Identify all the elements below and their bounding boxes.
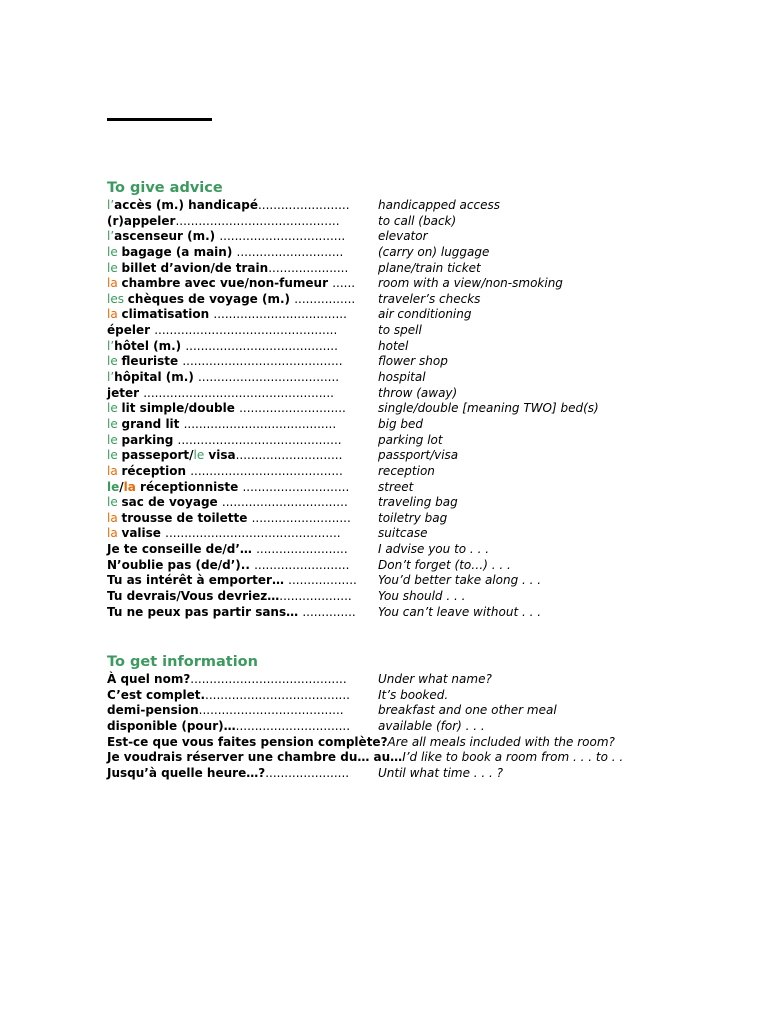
vocab-row bbox=[107, 511, 707, 527]
article-separator: / bbox=[119, 479, 124, 494]
vocab-row bbox=[107, 703, 707, 719]
english-translation: single/double [meaning TWO] bed(s) bbox=[378, 401, 599, 416]
article: la bbox=[123, 479, 136, 494]
english-translation: Don’t forget (to…) . . . bbox=[378, 557, 511, 572]
french-term: sac de voyage bbox=[121, 495, 222, 510]
french-term: jeter bbox=[107, 385, 144, 400]
french-term: accès (m.) handicapé bbox=[114, 198, 258, 212]
french-term: demi-pension bbox=[107, 703, 199, 718]
article: la bbox=[107, 276, 122, 291]
dot-leader: ................................................ bbox=[154, 323, 338, 338]
dot-leader: ........................................ bbox=[183, 416, 337, 431]
dot-leader: ...... bbox=[332, 276, 356, 291]
vocab-row bbox=[107, 719, 707, 735]
article: le bbox=[107, 432, 122, 447]
vocab-list-information bbox=[107, 672, 707, 782]
vocab-list-advice bbox=[107, 198, 707, 620]
english-translation: elevator bbox=[378, 229, 428, 244]
english-translation: street bbox=[378, 479, 414, 494]
french-term: visa bbox=[204, 448, 236, 463]
french-term: Je te conseille de/d’… bbox=[107, 542, 257, 557]
french-term: billet d’avion/de train bbox=[121, 260, 269, 275]
vocab-row bbox=[107, 354, 707, 370]
vocab-row bbox=[107, 417, 707, 433]
french-term: parking bbox=[121, 432, 178, 447]
vocab-row bbox=[107, 386, 707, 402]
article: la bbox=[107, 463, 122, 478]
english-translation: toiletry bag bbox=[378, 510, 448, 525]
dot-leader: .......................... bbox=[251, 510, 351, 525]
vocab-row bbox=[107, 214, 707, 230]
dot-leader: ...................... bbox=[265, 766, 350, 781]
dot-leader: ............................ bbox=[235, 448, 343, 463]
dot-leader: ............................ bbox=[242, 479, 350, 494]
section-heading-advice: To give advice bbox=[107, 180, 223, 196]
french-term: Tu ne peux pas partir sans… bbox=[107, 604, 303, 619]
dot-leader: ........................................... bbox=[177, 432, 342, 447]
dot-leader: ......................... bbox=[254, 557, 350, 572]
dot-leader: .............................. bbox=[235, 719, 351, 734]
article: l’ bbox=[107, 370, 115, 385]
article: le bbox=[107, 244, 122, 259]
dot-leader: .......................................... bbox=[182, 354, 343, 369]
english-translation: You can’t leave without . . . bbox=[378, 604, 542, 619]
article: la bbox=[107, 307, 122, 322]
article: l’ bbox=[107, 198, 115, 212]
dot-leader: ............................ bbox=[236, 244, 344, 259]
vocab-row bbox=[107, 245, 707, 261]
article: le bbox=[107, 416, 122, 431]
french-term: lit simple/double bbox=[121, 401, 240, 416]
vocab-row bbox=[107, 573, 707, 589]
english-translation: breakfast and one other meal bbox=[378, 703, 557, 718]
english-translation: Until what time . . . ? bbox=[378, 766, 504, 781]
vocab-row bbox=[107, 766, 707, 782]
article: le bbox=[107, 479, 120, 494]
english-translation: You should . . . bbox=[378, 589, 466, 604]
french-term: Jusqu’à quelle heure…? bbox=[107, 766, 266, 781]
vocab-row bbox=[107, 401, 707, 417]
english-translation: traveling bag bbox=[378, 495, 458, 510]
french-term: grand lit bbox=[121, 416, 184, 431]
vocab-row bbox=[107, 433, 707, 449]
vocab-row bbox=[107, 495, 707, 511]
dot-leader: ........................ bbox=[257, 198, 350, 212]
english-translation: traveler’s checks bbox=[378, 291, 481, 306]
english-translation: You’d better take along . . . bbox=[378, 573, 542, 588]
english-translation: to call (back) bbox=[378, 213, 457, 228]
vocab-row bbox=[107, 307, 707, 323]
english-translation: throw (away) bbox=[378, 385, 458, 400]
english-translation: reception bbox=[378, 463, 435, 478]
english-translation: suitcase bbox=[378, 526, 428, 541]
dot-leader: ................................... bbox=[213, 307, 347, 322]
english-translation: big bed bbox=[378, 416, 423, 431]
french-term: fleuriste bbox=[121, 354, 183, 369]
dot-leader: .............................................. bbox=[165, 526, 341, 541]
vocab-row bbox=[107, 261, 707, 277]
vocab-row bbox=[107, 589, 707, 605]
vocab-row bbox=[107, 558, 707, 574]
vocab-row bbox=[107, 229, 707, 245]
english-translation: plane/train ticket bbox=[378, 260, 481, 275]
english-translation: flower shop bbox=[378, 354, 448, 369]
french-term: hôtel (m.) bbox=[114, 338, 186, 353]
vocab-row bbox=[107, 464, 707, 480]
dot-leader: ................................. bbox=[219, 229, 346, 244]
french-term: réception bbox=[121, 463, 191, 478]
article: le bbox=[107, 260, 122, 275]
dot-leader: ........................................... bbox=[175, 213, 340, 228]
french-term: C’est complet. bbox=[107, 687, 205, 702]
french-term: passeport/ bbox=[121, 448, 194, 463]
english-translation: I advise you to . . . bbox=[378, 542, 490, 557]
dot-leader: ........................................ bbox=[190, 463, 343, 478]
article: les bbox=[107, 291, 128, 306]
dot-leader: ...................................... bbox=[205, 687, 350, 702]
english-translation: Under what name? bbox=[378, 672, 492, 686]
dot-leader: ........................................ bbox=[185, 338, 338, 353]
french-term: ascenseur (m.) bbox=[114, 229, 220, 244]
dot-leader: .................................................. bbox=[143, 385, 334, 400]
vocab-row bbox=[107, 323, 707, 339]
dot-leader: ..................... bbox=[268, 260, 349, 275]
french-term: Est-ce que vous faites pension complète? bbox=[107, 734, 388, 749]
article: le bbox=[107, 495, 122, 510]
vocab-row bbox=[107, 480, 707, 496]
top-rule bbox=[107, 118, 212, 121]
french-term: Je voudrais réserver une chambre du… au… bbox=[107, 750, 403, 765]
french-term: réceptionniste bbox=[135, 479, 243, 494]
dot-leader: ............................ bbox=[239, 401, 346, 416]
vocab-row bbox=[107, 448, 707, 464]
french-term: hôpital (m.) bbox=[114, 370, 198, 385]
french-term: chambre avec vue/non-fumeur bbox=[121, 276, 333, 291]
french-term: Tu as intérêt à emporter… bbox=[107, 573, 289, 588]
french-term: (r)appeler bbox=[107, 213, 176, 228]
article: le bbox=[107, 448, 122, 463]
article: l’ bbox=[107, 229, 115, 244]
english-translation: passport/visa bbox=[378, 448, 459, 463]
french-term: valise bbox=[121, 526, 166, 541]
article: le bbox=[193, 448, 205, 463]
english-translation: room with a view/non-smoking bbox=[378, 276, 563, 291]
vocab-row bbox=[107, 292, 707, 308]
article: la bbox=[107, 510, 122, 525]
french-term: climatisation bbox=[121, 307, 214, 322]
dot-leader: ........................ bbox=[256, 542, 348, 557]
dot-leader: .................. bbox=[288, 573, 357, 588]
french-term: À quel nom? bbox=[107, 672, 191, 686]
vocab-row bbox=[107, 198, 707, 214]
vocab-row bbox=[107, 605, 707, 621]
dot-leader: ..................................... bbox=[197, 370, 340, 385]
french-term: chèques de voyage (m.) bbox=[127, 291, 295, 306]
english-translation: air conditioning bbox=[378, 307, 472, 322]
article: l’ bbox=[107, 338, 115, 353]
dot-leader: ................................. bbox=[221, 495, 348, 510]
english-translation: to spell bbox=[378, 323, 422, 338]
french-term: trousse de toilette bbox=[121, 510, 252, 525]
dot-leader: ......................................... bbox=[190, 672, 347, 686]
vocab-row bbox=[107, 750, 707, 766]
english-translation: (carry on) luggage bbox=[378, 244, 490, 259]
vocab-row bbox=[107, 339, 707, 355]
french-term: bagage (a main) bbox=[121, 244, 237, 259]
section-heading-information: To get information bbox=[107, 654, 258, 670]
vocab-row bbox=[107, 542, 707, 558]
english-translation: I’d like to book a room from . . . to . . bbox=[402, 750, 624, 765]
vocab-row bbox=[107, 370, 707, 386]
french-term: disponible (pour)… bbox=[107, 719, 236, 734]
article: la bbox=[107, 526, 122, 541]
french-term: N’oublie pas (de/d’).. bbox=[107, 557, 255, 572]
english-translation: available (for) . . . bbox=[378, 719, 485, 734]
english-translation: handicapped access bbox=[378, 198, 500, 212]
article: le bbox=[107, 354, 122, 369]
dot-leader: ...................................... bbox=[198, 703, 344, 718]
vocab-row bbox=[107, 672, 707, 688]
english-translation: Are all meals included with the room? bbox=[387, 734, 615, 749]
vocab-row bbox=[107, 526, 707, 542]
english-translation: It’s booked. bbox=[378, 687, 449, 702]
vocab-row bbox=[107, 276, 707, 292]
article: le bbox=[107, 401, 122, 416]
dot-leader: ................... bbox=[279, 589, 352, 604]
vocab-row bbox=[107, 735, 707, 751]
vocab-row bbox=[107, 688, 707, 704]
dot-leader: ................ bbox=[294, 291, 356, 306]
french-term: Tu devrais/Vous devriez… bbox=[107, 589, 280, 604]
dot-leader: .............. bbox=[302, 604, 356, 619]
french-term: épeler bbox=[107, 323, 155, 338]
english-translation: parking lot bbox=[378, 432, 443, 447]
english-translation: hotel bbox=[378, 338, 409, 353]
english-translation: hospital bbox=[378, 370, 426, 385]
